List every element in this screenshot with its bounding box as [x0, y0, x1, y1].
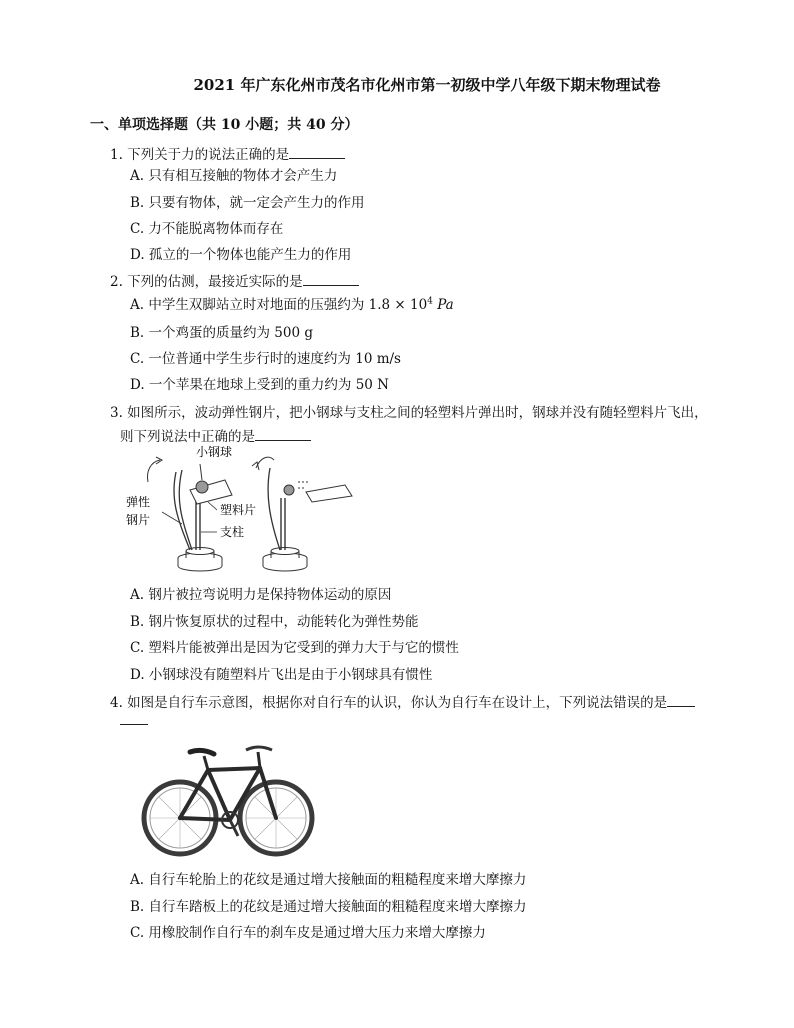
question-2-option-d: D. 一个苹果在地球上受到的重力约为 50 N — [130, 377, 389, 393]
question-3-option-a: A. 钢片被拉弯说明力是保持物体运动的原因 — [130, 587, 392, 603]
saddle — [190, 750, 214, 754]
question-4-option-b: B. 自行车踏板上的花纹是通过增大接触面的粗糙程度来增大摩擦力 — [130, 899, 527, 915]
question-3-option-b: B. 钢片恢复原状的过程中，动能转化为弹性势能 — [130, 614, 419, 630]
exam-title: 2021 年广东化州市茂名市化州市第一初级中学八年级下期末物理试卷 — [193, 76, 661, 94]
question-3-stem-line1: 3. 如图所示，波动弹性钢片，把小钢球与支柱之间的轻塑料片弹出时，钢球并没有随轻塑料片飞出， — [110, 405, 708, 421]
label-spring-steel-1: 弹性 — [126, 495, 151, 509]
answer-blank — [303, 273, 359, 286]
question-2-option-b: B. 一个鸡蛋的质量约为 500 g — [130, 325, 313, 341]
question-2-option-c: C. 一位普通中学生步行时的速度约为 10 m/s — [130, 351, 401, 367]
question-1-stem: 1. 下列关于力的说法正确的是 — [110, 143, 345, 163]
label-steel-ball: 小钢球 — [196, 445, 233, 459]
answer-blank — [667, 694, 695, 707]
section-heading: 一、单项选择题（共 10 小题；共 40 分） — [90, 117, 359, 133]
question-4-blank-continued — [120, 712, 148, 729]
label-plastic-sheet: 塑料片 — [220, 503, 257, 517]
question-3-option-c: C. 塑料片能被弹出是因为它受到的弹力大于与它的惯性 — [130, 640, 459, 656]
question-1-option-a: A. 只有相互接触的物体才会产生力 — [130, 168, 338, 184]
question-2-stem: 2. 下列的估测，最接近实际的是 — [110, 270, 359, 290]
question-4-option-c: C. 用橡胶制作自行车的刹车皮是通过增大压力来增大摩擦力 — [130, 925, 486, 941]
question-3-stem-line2: 则下列说法中正确的是 — [120, 425, 311, 445]
question-1-option-b: B. 只要有物体，就一定会产生力的作用 — [130, 195, 365, 211]
question-1-option-c: C. 力不能脱离物体而存在 — [130, 221, 284, 237]
label-leader-lines — [162, 502, 217, 532]
label-spring-steel-2: 钢片 — [126, 513, 151, 527]
question-3-option-d: D. 小钢球没有随塑料片飞出是由于小钢球具有惯性 — [130, 667, 433, 683]
question-4-option-a: A. 自行车轮胎上的花纹是通过增大接触面的粗糙程度来增大摩擦力 — [130, 872, 527, 888]
question-1-option-d: D. 孤立的一个物体也能产生力的作用 — [130, 247, 352, 263]
label-pillar: 支柱 — [220, 525, 245, 539]
spring-steel-figure — [120, 440, 370, 580]
answer-blank — [289, 146, 345, 159]
right-apparatus — [252, 457, 352, 571]
question-2-option-a: A. 中学生双脚站立时对地面的压强约为 $1.8 \times 10^4$ Pa — [130, 296, 454, 313]
question-4-stem: 4. 如图是自行车示意图，根据你对自行车的认识，你认为自行车在设计上，下列说法错误的是 — [110, 691, 695, 711]
bicycle-figure — [138, 738, 318, 863]
